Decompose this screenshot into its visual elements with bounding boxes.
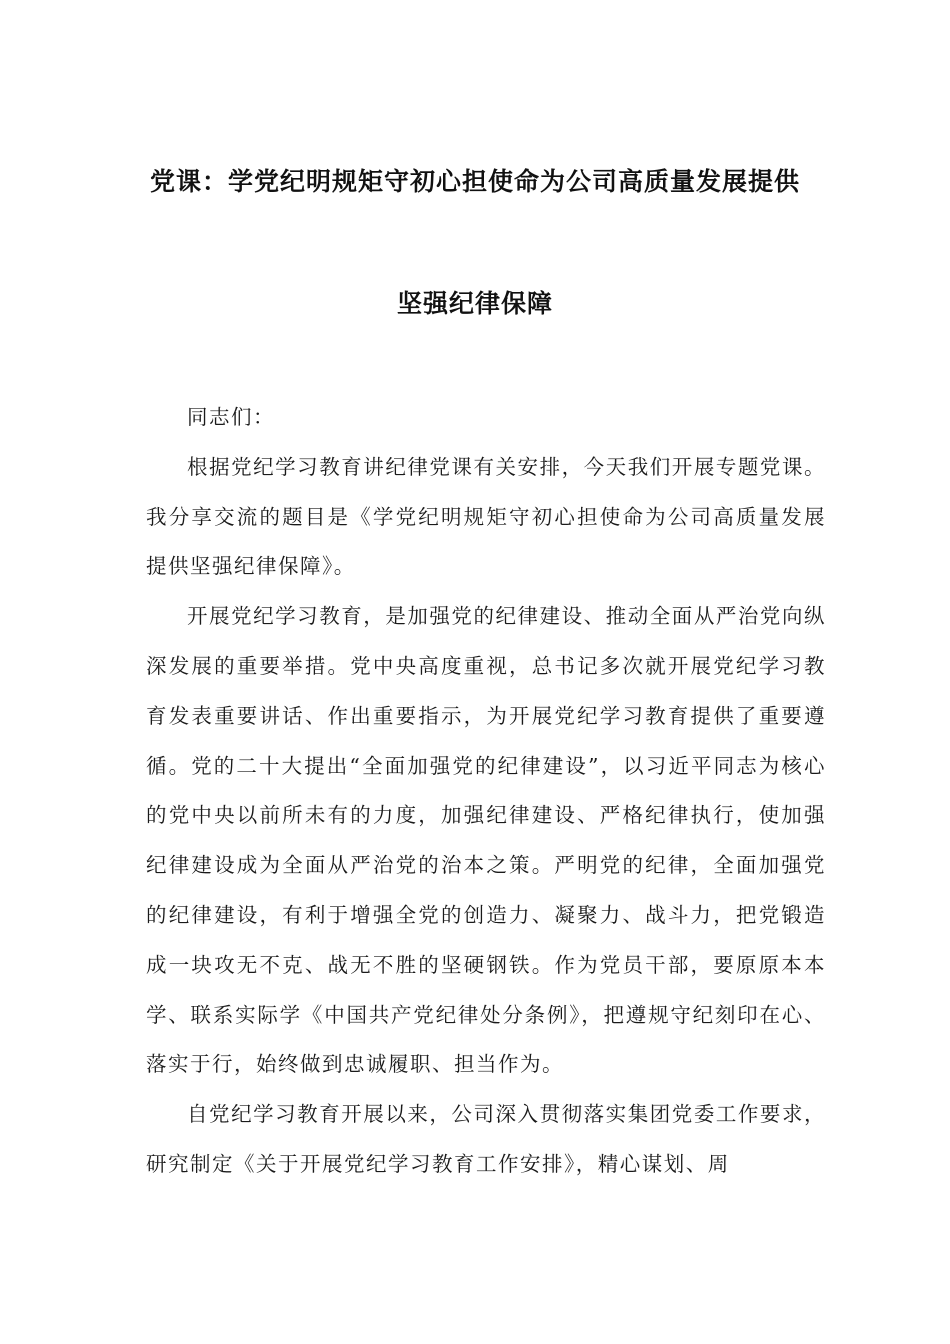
document-title-line-2: 坚强纪律保障 <box>396 289 553 318</box>
paragraph-2: 开展党纪学习教育，是加强党的纪律建设、推动全面从严治党向纵深发展的重要举措。党中央高度重视，总书记多次就开展党纪学习教育发表重要讲话、作出重要指示，为开展党纪学习教育提供了重要遵循。党的二十大提出“全面加强党的纪律建设”，以习近平同志为核心的党中央以前所未有的力度，加强纪律建设、严格纪律执行，使加强纪律建设成为全面从严治党的治本之策。严明党的纪律，全面加强党的纪律建设，有利于增强全党的创造力、凝聚力、战斗力，把党锻造成一块攻无不克、战无不胜的坚硬钢铁。作为党员干部，要原原本本学、联系实际学《中国共产党纪律处分条例》，把遵规守纪刻印在心、落实于行，始终做到忠诚履职、担当作为。 <box>146 604 826 1077</box>
greeting: 同志们： <box>187 405 275 429</box>
document-body <box>146 393 826 1190</box>
paragraph-1: 根据党纪学习教育讲纪律党课有关安排，今天我们开展专题党课。我分享交流的题目是《学党纪明规矩守初心担使命为公司高质量发展提供坚强纪律保障》。 <box>146 454 826 579</box>
paragraph-3: 自党纪学习教育开展以来，公司深入贯彻落实集团党委工作要求，研究制定《关于开展党纪学习教育工作安排》，精心谋划、周 <box>146 1102 826 1176</box>
document-title-line-1: 党课：学党纪明规矩守初心担使命为公司高质量发展提供 <box>149 167 800 196</box>
